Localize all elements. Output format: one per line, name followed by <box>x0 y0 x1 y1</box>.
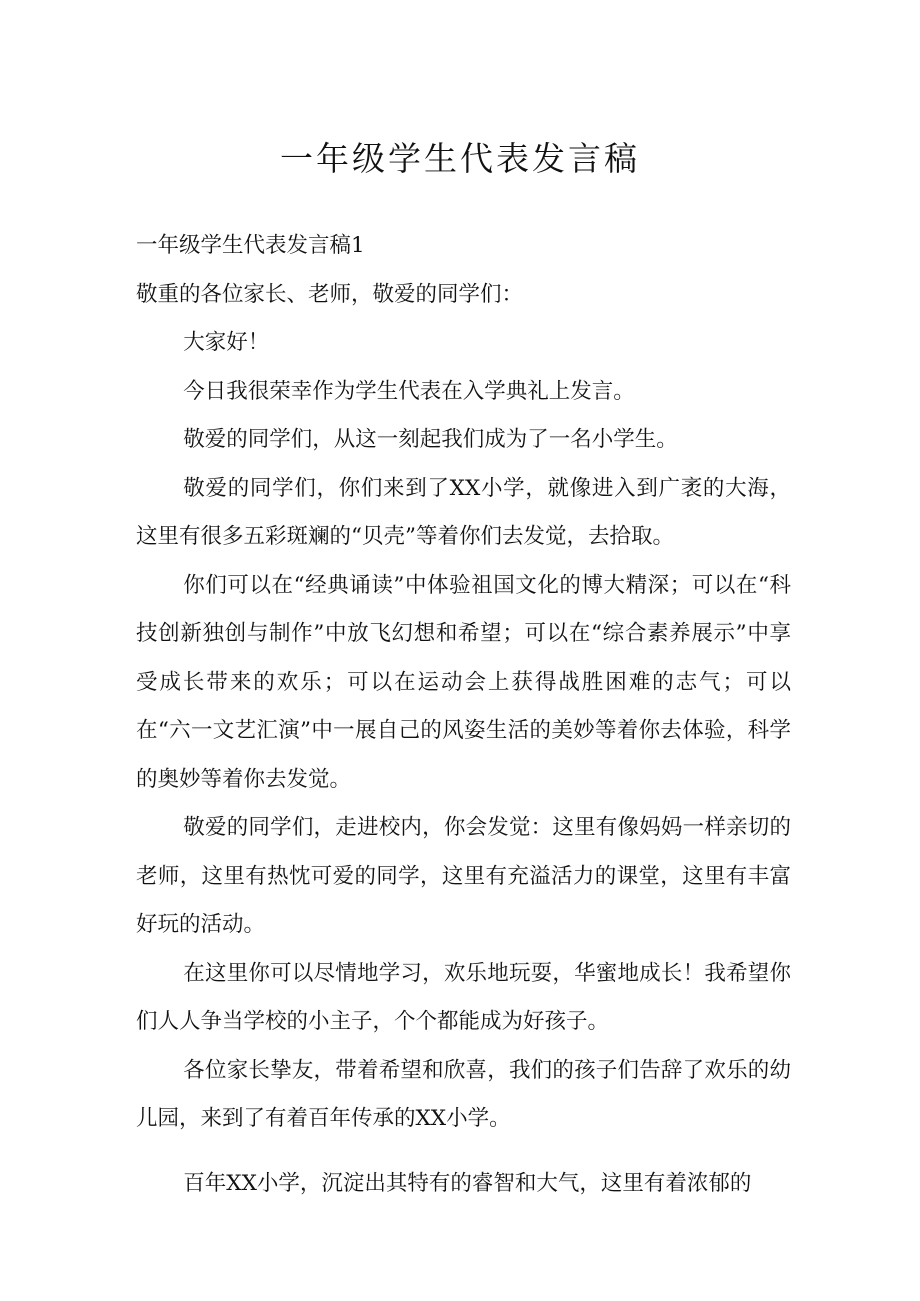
document-title: 一年级学生代表发言稿 <box>280 139 640 178</box>
section-heading: 一年级学生代表发言稿1 <box>136 233 365 258</box>
paragraph: 敬爱的同学们，走进校内，你会发觉：这里有像妈妈一样亲切的老师，这里有热忱可爱的同学，这里有充溢活力的课堂，这里有丰富好玩的活动。 <box>136 815 791 937</box>
paragraph: 你们可以在“经典诵读”中体验祖国文化的博大精深；可以在“科技创新独创与制作”中放飞幻想和希望；可以在“综合素养展示”中享受成长带来的欢乐；可以在运动会上获得战胜困难的志气；可以在“六一文艺汇演”中一展自己的风姿生活的美妙等着你去体验，科学的奥妙等着你去发觉。 <box>136 572 791 792</box>
paragraph: 在这里你可以尽情地学习，欢乐地玩耍，华蜜地成长！我希望你们人人争当学校的小主子，个个都能成为好孩子。 <box>136 960 791 1034</box>
paragraph: 今日我很荣幸作为学生代表在入学典礼上发言。 <box>183 378 635 404</box>
paragraph: 百年XX小学，沉淀出其特有的睿智和大气，这里有着浓郁的 <box>183 1170 752 1196</box>
paragraph-greeting: 大家好！ <box>183 330 270 355</box>
paragraph: 敬爱的同学们，从这一刻起我们成为了一名小学生。 <box>183 427 678 452</box>
paragraph: 各位家长挚友，带着希望和欣喜，我们的孩子们告辞了欢乐的幼儿园，来到了有着百年传承的XX小学。 <box>136 1057 791 1131</box>
paragraph: 敬爱的同学们，你们来到了XX小学，就像进入到广袤的大海，这里有很多五彩斑斓的“贝壳”等着你们去发觉，去拾取。 <box>136 475 791 549</box>
document-body <box>136 222 791 1208</box>
salutation: 敬重的各位家长、老师，敬爱的同学们： <box>136 281 524 307</box>
